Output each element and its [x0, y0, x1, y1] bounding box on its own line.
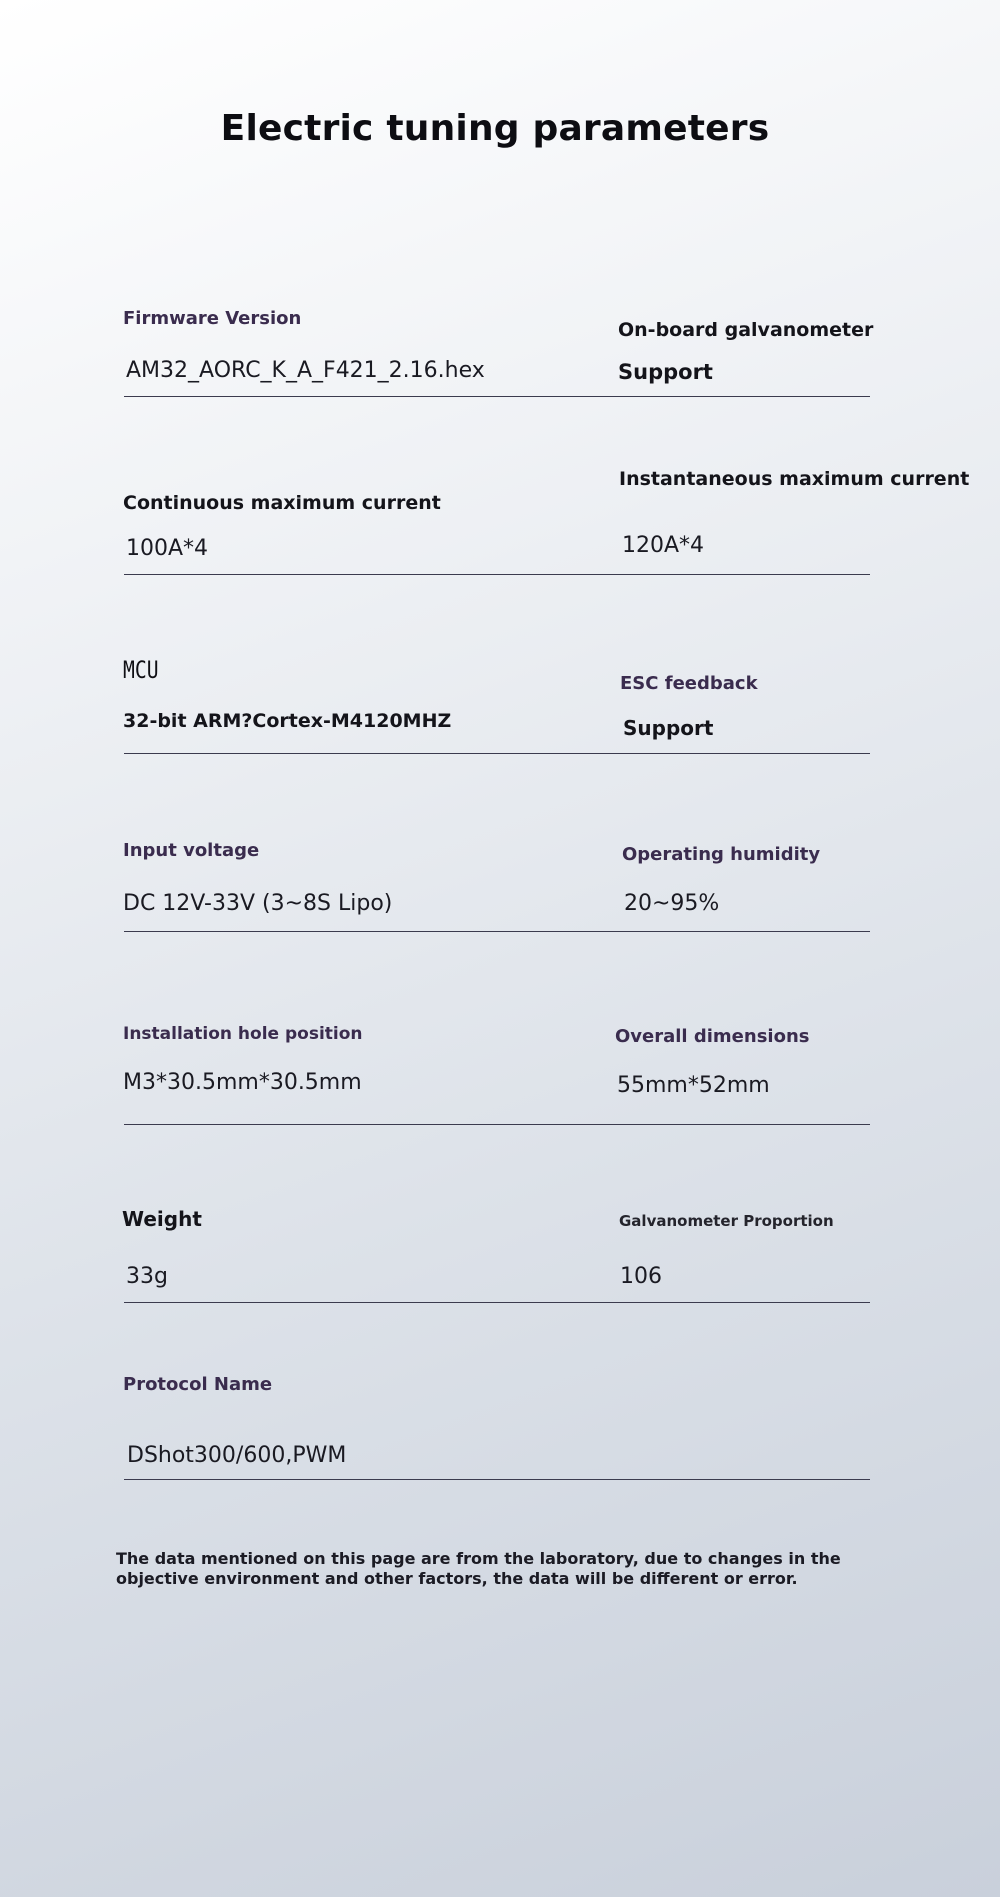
row-divider [124, 931, 870, 932]
operating-humidity-value: 20~95% [624, 891, 720, 916]
weight-value: 33g [126, 1264, 168, 1289]
continuous-current-value: 100A*4 [126, 536, 209, 561]
mcu-value: 32-bit ARM?Cortex-M4120MHZ [123, 710, 452, 732]
input-voltage-label: Input voltage [123, 840, 260, 861]
installation-hole-value: M3*30.5mm*30.5mm [123, 1070, 362, 1095]
overall-dimensions-label: Overall dimensions [615, 1026, 810, 1047]
protocol-name-value: DShot300/600,PWM [127, 1443, 347, 1468]
page-title: Electric tuning parameters [220, 108, 770, 149]
row-divider [124, 396, 870, 397]
continuous-current-label: Continuous maximum current [123, 492, 441, 514]
disclaimer-text: The data mentioned on this page are from the laboratory, due to changes in the objective environment and other factors, the data will be different or error. [116, 1549, 841, 1588]
firmware-version-label: Firmware Version [123, 308, 302, 329]
row-divider [124, 1124, 870, 1125]
input-voltage-value: DC 12V-33V (3~8S Lipo) [123, 891, 393, 916]
operating-humidity-label: Operating humidity [622, 844, 821, 865]
row-divider [124, 1479, 870, 1480]
mcu-label: MCU [123, 656, 159, 684]
overall-dimensions-value: 55mm*52mm [617, 1073, 770, 1098]
esc-feedback-label: ESC feedback [620, 673, 758, 694]
row-divider [124, 753, 870, 754]
instantaneous-current-value: 120A*4 [622, 533, 705, 558]
instantaneous-current-label: Instantaneous maximum current [619, 468, 970, 490]
row-divider [124, 574, 870, 575]
onboard-galvanometer-value: Support [618, 360, 713, 384]
installation-hole-label: Installation hole position [123, 1024, 363, 1044]
esc-feedback-value: Support [623, 716, 714, 740]
weight-label: Weight [122, 1207, 202, 1231]
firmware-version-value: AM32_AORC_K_A_F421_2.16.hex [126, 358, 485, 383]
onboard-galvanometer-label: On-board galvanometer [618, 319, 874, 341]
protocol-name-label: Protocol Name [123, 1374, 273, 1395]
galvanometer-proportion-label: Galvanometer Proportion [619, 1212, 834, 1230]
galvanometer-proportion-value: 106 [620, 1264, 662, 1289]
row-divider [124, 1302, 870, 1303]
